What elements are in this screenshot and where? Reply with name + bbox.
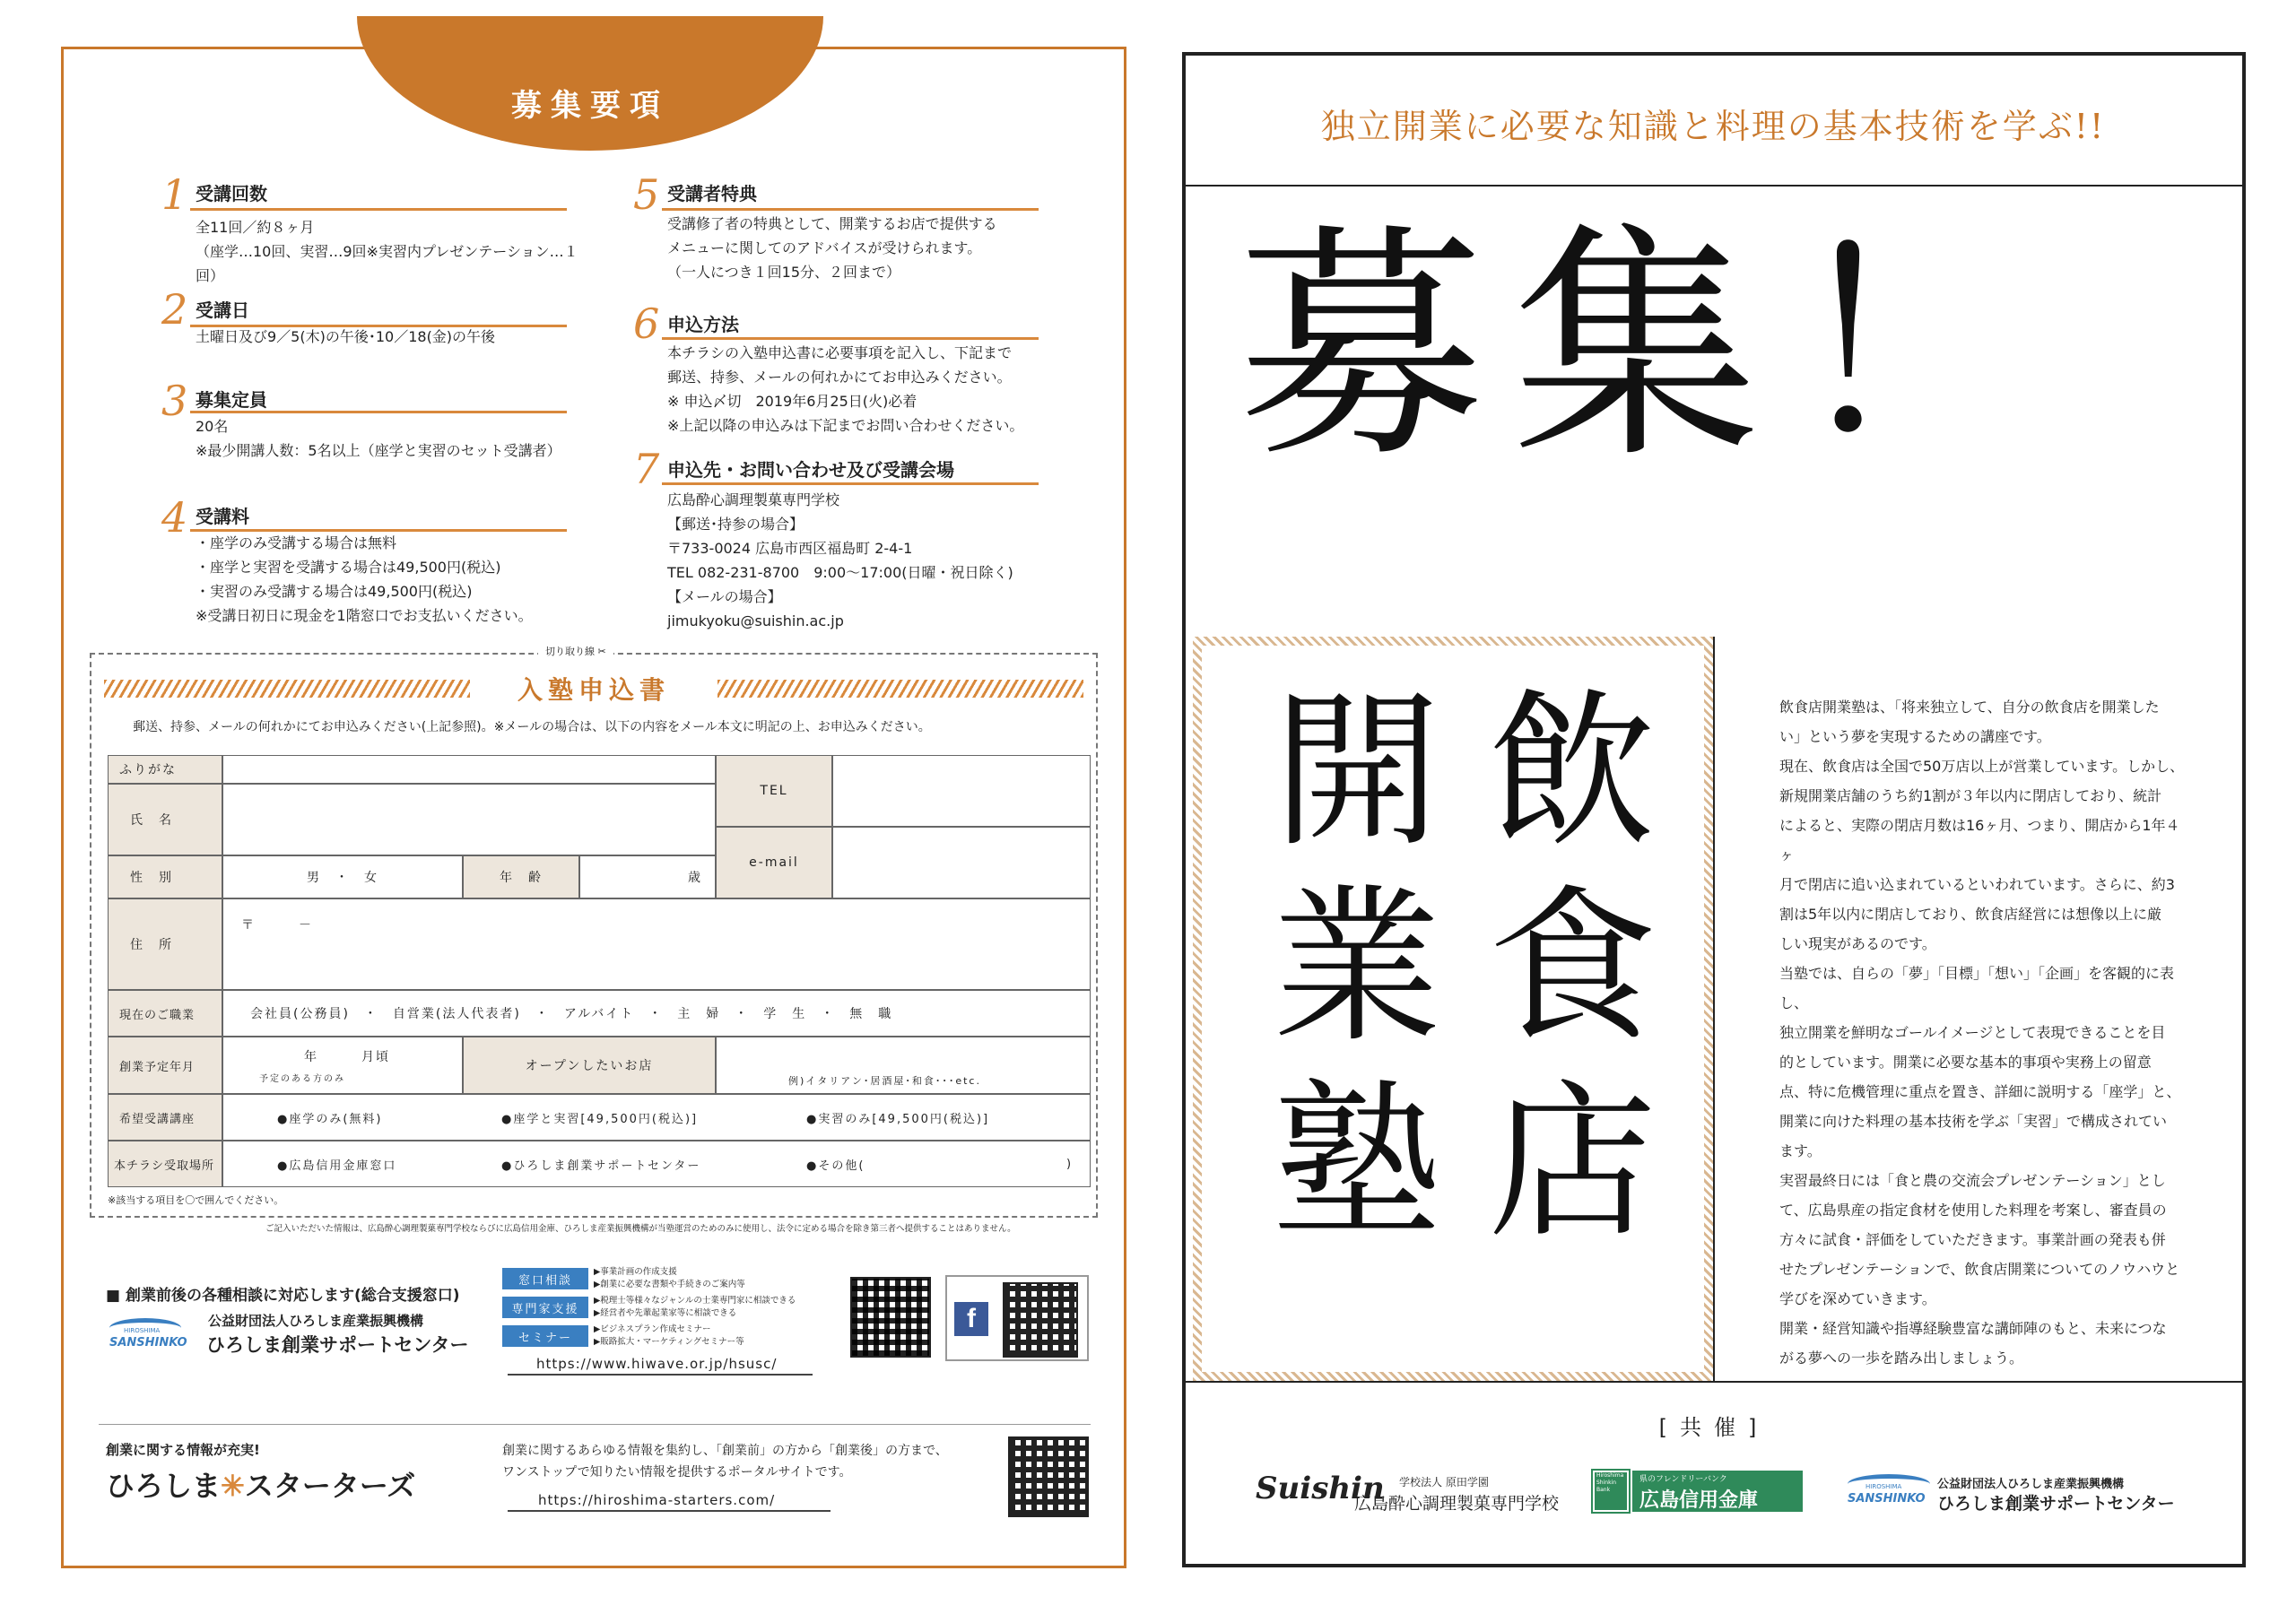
- bank-name: 広島信用金庫: [1639, 1489, 1759, 1512]
- tagline: 独立開業に必要な知識と料理の基本技術を学ぶ!!: [1320, 107, 2106, 146]
- section-number: 7: [633, 445, 660, 493]
- section-number: 6: [633, 299, 660, 348]
- expert-desc: ▶税理士等様々なジャンルの士業専門家に相談できる ▶経営者や先輩起業家等に相談できる: [594, 1296, 796, 1318]
- facebook-icon[interactable]: f: [954, 1302, 988, 1336]
- facebook-qr-code[interactable]: [1003, 1282, 1078, 1358]
- header-title: 募集要項: [511, 88, 669, 124]
- field-address[interactable]: [222, 898, 1091, 990]
- field-tel[interactable]: [832, 755, 1091, 827]
- label-course: 希望受講講座: [108, 1094, 222, 1141]
- label-gender: 性 別: [108, 855, 222, 898]
- intro-body: 飲食店開業塾は、「将来独立して、自分の飲食店を開業した い」という夢を実現するための講座です。 現在、飲食店は全国で50万店以上が営業しています。しかし、 新規開業店舗のうち約1割が３年以内に閉店しており、統計 によると、実際の閉店月数は16ヶ月、つまり、開店から1年４ヶ 月で閉店に追い込まれているといわれています。さらに、約3 割は5年以内に閉店しており、飲食店経営には想像以上に厳 しい現実があるのです。 当塾では、自らの「夢」「目標」「想い」「企画」を客観的に表し、 独立開業を鮮明なゴールイメージとして表現できることを目 的としています。開業に必要な基本的事項や実務上の留意 点、特に危機管理に重点を置き、詳細に説明する「座学」と、 開業に向けた料理の基本技術を学ぶ「実習」で構成されてい ます。 実習最終日には「食と農の交流会プレゼンテーション」とし て、広島県産の指定食材を使用した料理を考案し、審査員の 方々に試食・評価をしていただきます。事業計画の発表も併 せたプレゼンテーションで、飲食店開業についてのノウハウと 学びを深めていきます。 開業・経営知識や指導経験豊富な講師陣のもと、未来につな がる夢への一歩を踏み出しましょう。: [1779, 699, 2185, 1367]
- course-option-3[interactable]: ●実習のみ[49,500円(税込)]: [806, 1112, 990, 1126]
- sanshinko-logo-top: HIROSHIMA: [1866, 1483, 1902, 1490]
- source-option-3[interactable]: ●その他(: [806, 1159, 865, 1173]
- field-furigana[interactable]: [222, 755, 716, 784]
- support-url-underline: [508, 1374, 813, 1376]
- label-name: 氏 名: [108, 784, 222, 855]
- section-number: 1: [161, 170, 188, 219]
- tagline-rule: [1186, 185, 2242, 187]
- consult-desc: ▶事業計画の作成支援 ▶創業に必要な書類や手続きのご案内等: [594, 1267, 745, 1289]
- sanshinko-logo-text: SANSHINKO: [109, 1336, 187, 1350]
- sanshinko-small-right: 公益財団法人ひろしま産業振興機構: [1937, 1478, 2125, 1491]
- suishin-small: 学校法人 原田学園: [1399, 1476, 1489, 1488]
- age-unit: 歳: [688, 871, 702, 885]
- field-age[interactable]: [579, 855, 716, 898]
- section-number: 5: [633, 170, 660, 219]
- label-plan: 創業予定年月: [108, 1037, 222, 1094]
- label-job: 現在のご職業: [108, 990, 222, 1037]
- starters-url-underline: [508, 1510, 831, 1512]
- seminar-desc: ▶ビジネスプラン作成セミナー ▶販路拡大・マーケティングセミナー等: [594, 1324, 744, 1347]
- sanshinko-name-right: ひろしま創業サポートセンター: [1937, 1494, 2175, 1514]
- starters-desc: 創業に関するあらゆる情報を集約し、「創業前」の方から「創業後」の方まで、 ワンストップで知りたい情報を提供するポータルサイトです。: [502, 1444, 948, 1480]
- section-rule: [662, 208, 1039, 211]
- label-age: 年 齢: [463, 855, 579, 898]
- form-title-hatch-left: [104, 680, 470, 698]
- label-tel: TEL: [716, 755, 832, 827]
- starters-logo: [106, 1463, 415, 1505]
- expert-button: 専門家支援: [502, 1297, 588, 1318]
- bank-badge: [1632, 1471, 1803, 1512]
- source-option-3-close: ): [1066, 1157, 1074, 1171]
- field-job[interactable]: 会社員(公務員) ・ 自営業(法人代表者) ・ アルバイト ・ 主 婦 ・ 学 生 ・ 無 職: [222, 990, 1091, 1037]
- support-url[interactable]: https://www.hiwave.or.jp/hsusc/: [536, 1356, 778, 1372]
- privacy-note: ご記入いただいた情報は、広島酔心調理製菓専門学校ならびに広島信用金庫、ひろしま産業振興機構が当塾運営のためのみに使用し、法令に定める場合を除き第三者へ提供することはありません。: [265, 1224, 1016, 1234]
- divider-line: [99, 1424, 1091, 1425]
- source-option-1[interactable]: ●広島信用金庫窓口: [277, 1159, 397, 1173]
- body-divider-v: [1713, 637, 1715, 1381]
- section-body: 20名 ※最少開講人数：5名以上（座学と実習のセット受講者）: [196, 418, 561, 459]
- support-org-small: 公益財団法人ひろしま産業振興機構: [208, 1313, 424, 1329]
- form-title: 入塾申込書: [517, 675, 670, 705]
- maple-leaf-icon: ✳: [221, 1469, 245, 1503]
- section-title: 受講日: [196, 299, 249, 321]
- field-gender[interactable]: 男 ・ 女: [222, 855, 463, 898]
- field-email[interactable]: [832, 827, 1091, 898]
- section-title: 受講回数: [196, 183, 267, 204]
- title-column-2: 開業塾: [1244, 681, 1440, 1268]
- section-title: 受講料: [196, 506, 249, 527]
- starters-logo-text-2: スターターズ: [244, 1469, 416, 1503]
- suishin-logo: Suishin: [1256, 1471, 1385, 1506]
- starters-logo-text-1: ひろしま: [106, 1469, 222, 1503]
- sanshinko-logo-text: SANSHINKO: [1848, 1492, 1926, 1506]
- section-body: 土曜日及び9／5(木)の午後･10／18(金)の午後: [196, 328, 496, 345]
- plan-note: 予定のある方のみ: [259, 1073, 345, 1084]
- shop-note: 例)イタリアン･居酒屋･和食･･･etc.: [788, 1075, 981, 1087]
- section-body: ・座学のみ受講する場合は無料 ・座学と実習を受講する場合は49,500円(税込) ・実習のみ受講する場合は49,500円(税込) ※受講日初日に現金を1階窓口でお支払いください。: [196, 534, 533, 624]
- cut-line-text: 切り取り線: [545, 646, 595, 657]
- section-rule: [190, 208, 567, 211]
- support-heading: ■ 創業前後の各種相談に対応します(総合支援窓口): [106, 1287, 460, 1305]
- form-intro: 郵送、持参、メールの何れかにてお申込みください(上記参照)。※メールの場合は、以下の内容をメール本文に明記の上、お申込みください。: [133, 720, 931, 734]
- consult-button: 窓口相談: [502, 1268, 588, 1289]
- scissors-icon: ✂: [597, 646, 606, 657]
- footer-rule: [1186, 1381, 2242, 1383]
- field-name[interactable]: [222, 784, 716, 855]
- starters-url[interactable]: https://hiroshima-starters.com/: [538, 1492, 776, 1508]
- section-number: 2: [161, 285, 188, 334]
- label-furigana: ふりがな: [108, 755, 222, 784]
- label-source: 本チラシ受取場所: [108, 1141, 222, 1187]
- section-rule: [662, 482, 1039, 485]
- label-shop: オープンしたいお店: [463, 1037, 716, 1094]
- cohost-label: [共催]: [1658, 1415, 1770, 1440]
- section-title: 申込方法: [667, 314, 739, 335]
- section-title: 募集定員: [196, 389, 267, 411]
- headline: 募集！: [1238, 204, 2061, 491]
- section-rule: [190, 411, 567, 413]
- section-body: 本チラシの入塾申込書に必要事項を記入し、下記まで 郵送、持参、メールの何れかにてお申込みください。 ※ 申込〆切 2019年6月25日(火)必着 ※上記以降の申込みは下記までお問い合わせください。: [667, 344, 1024, 434]
- bank-small: 県のフレンドリーバンク: [1639, 1475, 1727, 1484]
- section-title: 受講者特典: [667, 183, 757, 204]
- plan-value: 年 月頃: [304, 1049, 390, 1064]
- course-option-1[interactable]: ●座学のみ(無料): [277, 1112, 383, 1126]
- seminar-button: セミナー: [502, 1325, 588, 1347]
- title-column-1: 飲食店: [1459, 681, 1656, 1268]
- cut-line-label: [538, 644, 613, 658]
- label-email: e-mail: [716, 827, 832, 898]
- postal-mark: 〒 －: [241, 918, 313, 933]
- section-title: 申込先・お問い合わせ及び受講会場: [667, 459, 954, 481]
- section-body: 広島酔心調理製菓専門学校 【郵送･持参の場合】 〒733-0024 広島市西区福島町 2-4-1 TEL 082-231-8700 9:00〜17:00(日曜・祝日除く) 【メールの場合】 jimukyoku@suishin.ac.jp: [667, 491, 1013, 629]
- field-source[interactable]: [222, 1141, 1091, 1187]
- label-address: 住 所: [108, 898, 222, 990]
- form-title-hatch-right: [718, 680, 1083, 698]
- source-option-2[interactable]: ●ひろしま創業サポートセンター: [501, 1159, 701, 1173]
- sanshinko-logo-right: [1844, 1471, 1934, 1510]
- field-plan[interactable]: [222, 1037, 463, 1094]
- starters-qr-code[interactable]: [1008, 1436, 1089, 1517]
- section-body: 全11回／約８ヶ月 （座学…10回、実習…9回※実習内プレゼンテーション…１回）: [196, 219, 578, 284]
- course-option-2[interactable]: ●座学と実習[49,500円(税込)]: [501, 1112, 699, 1126]
- form-note: ※該当する項目を〇で囲んでください。: [108, 1194, 284, 1206]
- section-body: 受講修了者の特典として、開業するお店で提供する メニューに関してのアドバイスが受けられます。 （一人につき１回15分、２回まで）: [667, 215, 997, 281]
- support-qr-code[interactable]: [850, 1277, 931, 1358]
- bank-mini: Hiroshima Shinkin Bank: [1596, 1472, 1624, 1493]
- suishin-name: 広島酔心調理製菓専門学校: [1354, 1494, 1560, 1514]
- sanshinko-logo: [106, 1315, 185, 1354]
- support-org-name: ひろしま創業サポートセンター: [206, 1334, 469, 1356]
- field-course[interactable]: [222, 1094, 1091, 1141]
- field-shop[interactable]: [716, 1037, 1091, 1094]
- section-number: 3: [161, 377, 188, 425]
- sanshinko-logo-top: HIROSHIMA: [124, 1327, 161, 1334]
- section-rule: [662, 337, 1039, 340]
- starters-tagline: 創業に関する情報が充実!: [106, 1442, 260, 1458]
- section-number: 4: [161, 493, 188, 542]
